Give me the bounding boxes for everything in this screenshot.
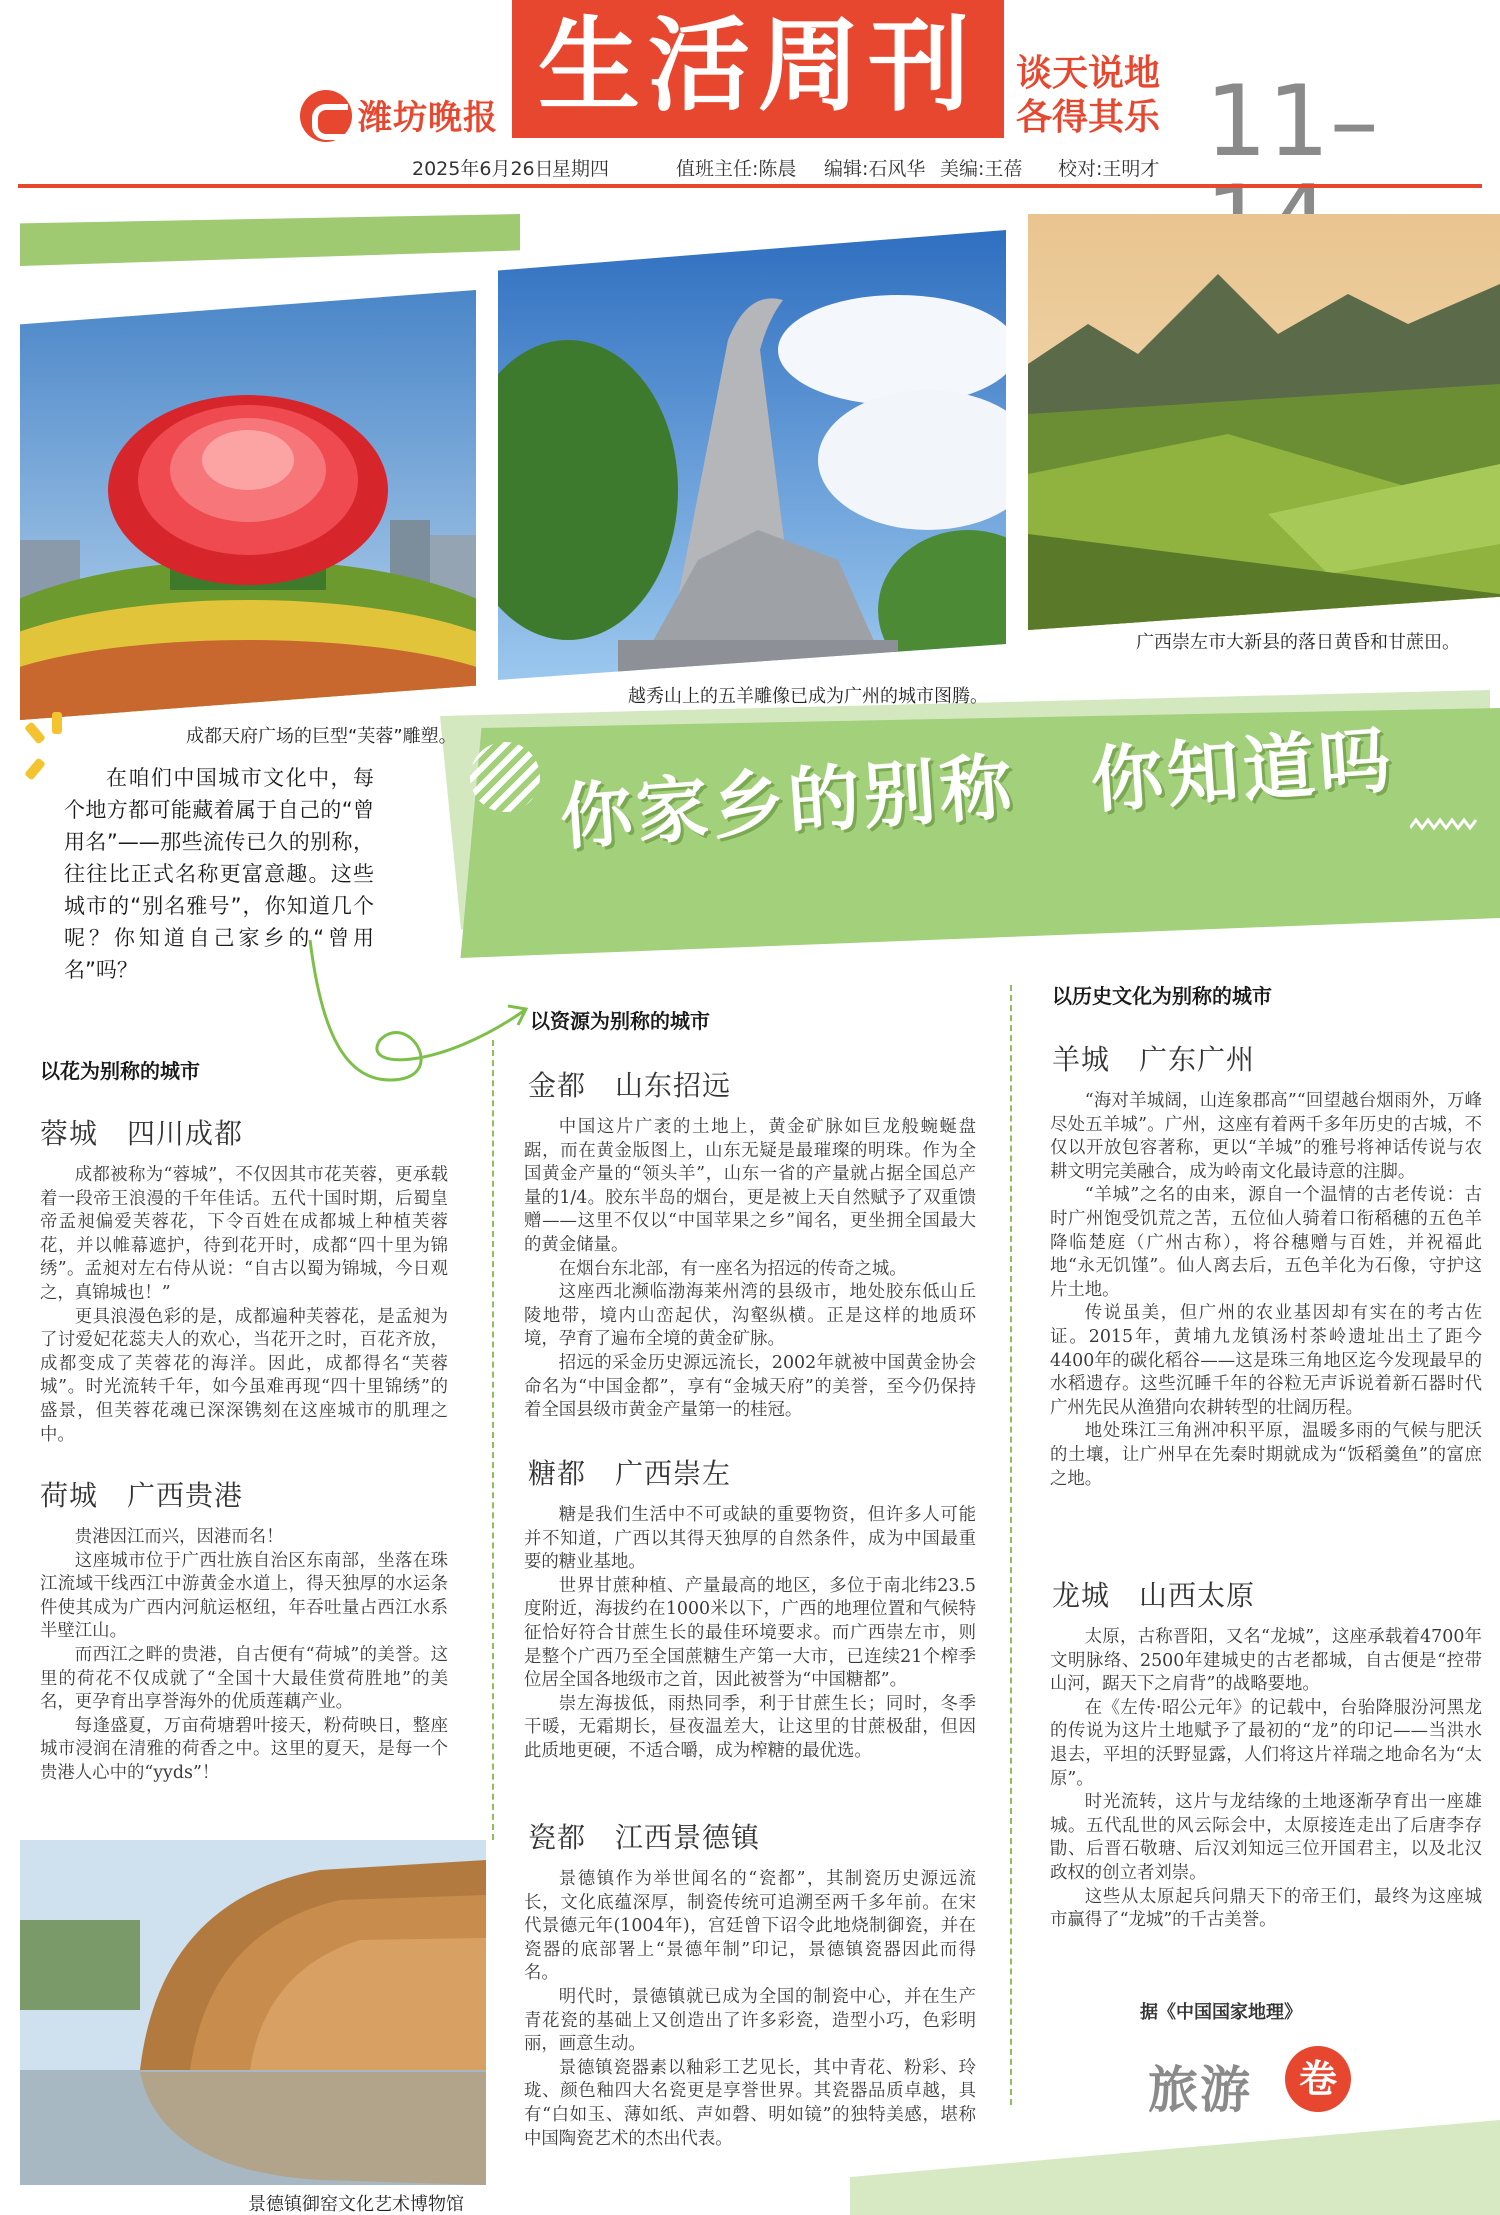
column-divider [1010,985,1012,2105]
slogan-line-2: 各得其乐 [1016,97,1161,138]
issue-weekday: 星期四 [552,158,610,180]
title-rongcheng: 蓉城 四川成都 [40,1117,244,1150]
body-hecheng: 贵港因江而兴，因港而名！ 这座城市位于广西壮族自治区东南部，坐落在珠江流域干线西江中游黄金水道上，得天独厚的水运条件使其成为广西内河航运枢纽，年吞吐量占西江水系半壁江山。 而西江之畔的贵港，自古便有“荷城”的美誉。这里的荷花不仅成就了“全国十大最佳赏荷胜地”的美名，更孕育出享誉海外的优质莲藕产业。 每逢盛夏，万亩荷塘碧叶接天，粉荷映日，整座城市浸润在清雅的荷香之中。这里的夏天，是每一个贵港人心中的“yyds”！ [40,1527,448,1783]
column-badge-text: 旅游 [1148,2061,1252,2119]
slogan [1016,52,1160,140]
title-yangcheng: 羊城 广东广州 [1052,1043,1256,1076]
title-longcheng: 龙城 山西太原 [1052,1579,1256,1612]
green-band-top [20,214,520,266]
photo-jingdezhen-museum [20,1840,486,2185]
section-title: 生活周刊 [538,7,978,126]
newspaper-logo-icon [300,90,352,142]
page-headline: 你家乡的别称 你知道吗 [557,717,1398,860]
section-history-cities: 以历史文化为别称的城市 [1052,984,1272,1008]
source-credit: 据《中国国家地理》 [1140,2002,1302,2023]
slogan-line-1: 谈天说地 [1016,53,1161,94]
body-yangcheng: “海对羊城阔，山连象郡高”“回望越台烟雨外，万峰尽处五羊城”。广州，这座有着两千多年历史的古城，不仅以开放包容著称，更以“羊城”的雅号将神话传说与农耕文明完美融合，成为岭南文化最诗意的注脚。 “羊城”之名的由来，源自一个温情的古老传说：古时广州饱受饥荒之苦，五位仙人骑着口衔稻穗的五色羊降临楚庭（广州古称），将谷穗赠与百姓，并祝福此地“永无饥馑”。仙人离去后，五色羊化为石像，守护这片土地。 传说虽美，但广州的农业基因却有实在的考古佐证。2015年，黄埔九龙镇汤村茶岭遗址出土了距今4400年的碳化稻谷——这是珠三角地区迄今发现最早的水稻遗存。这些沉睡千年的谷粒无声诉说着新石器时代广州先民从渔猎向农耕转型的壮阔历程。 地处珠江三角洲冲积平原，温暖多雨的气候与肥沃的土壤，让广州早在先秦时期就成为“饭稻羹鱼”的富庶之地。 [1050,1091,1482,1489]
yellow-dash-decoration [24,721,46,744]
section-resource-cities: 以资源为别称的城市 [530,1009,710,1033]
body-tangdu: 糖是我们生活中不可或缺的重要物资，但许多人可能并不知道，广西以其得天独厚的自然条件，成为中国最重要的糖业基地。 世界甘蔗种植、产量最高的地区，多位于南北纬23.5度附近，海拔约在1000米以下，广西的地理位置和气候特征恰好符合甘蔗生长的最佳环境要求。而广西崇左市，则是整个广西乃至全国蔗糖生产第一大市，已连续21个榨季位居全国各地级市之首，因此被誉为“中国糖都”。 崇左海拔低，雨热同季，利于甘蔗生长；同时，冬季干暖，无霜期长，昼夜温差大，让这里的甘蔗极甜，但因此质地更硬，不适合嚼，成为榨糖的最优选。 [524,1505,976,1761]
photo-chongzuo-sugarcane [1028,214,1500,630]
issue-date: 2025年6月26日 [412,158,554,180]
photo-guangzhou-five-rams [498,230,1006,680]
proofreader: 校对:王明才 [1058,158,1160,180]
section-flower-cities: 以花为别称的城市 [40,1059,200,1083]
hatch-circle-decoration [470,742,540,812]
caption-chongzuo: 广西崇左市大新县的落日黄昏和甘蔗田。 [1136,632,1460,653]
duty-editor: 值班主任:陈晨 [676,158,797,180]
photo-chengdu-hibiscus [20,290,476,720]
section-title-box [512,0,1004,138]
body-rongcheng: 成都被称为“蓉城”，不仅因其市花芙蓉，更承载着一段帝王浪漫的千年佳话。五代十国时期，后蜀皇帝孟昶偏爱芙蓉花，下令百姓在成都城上种植芙蓉花，并以帷幕遮护，待到花开时，成都“四十里为锦绣”。孟昶对左右侍从说：“自古以蜀为锦城，今日观之，真锦城也！” 更具浪漫色彩的是，成都遍种芙蓉花，是孟昶为了讨爱妃花蕊夫人的欢心，当花开之时，百花齐放，成都变成了芙蓉花的海洋。因此，成都得名“芙蓉城”。时光流转千年，如今虽难再现“四十里锦绣”的盛景，但芙蓉花魂已深深镌刻在这座城市的肌理之中。 [40,1165,448,1445]
curved-arrow-icon [300,930,540,1100]
editor: 编辑:石风华 [824,158,926,180]
masthead-rule [18,184,1482,188]
caption-guangzhou: 越秀山上的五羊雕像已成为广州的城市图腾。 [628,686,988,707]
zigzag-decoration [1410,814,1480,834]
page-number: 11– [1205,65,1379,179]
caption-chengdu: 成都天府广场的巨型“芙蓉”雕塑。 [186,726,457,747]
title-jindu: 金都 山东招远 [528,1069,732,1102]
body-jindu: 中国这片广袤的土地上，黄金矿脉如巨龙般蜿蜒盘踞，而在黄金版图上，山东无疑是最璀璨的明珠。作为全国黄金产量的“领头羊”，山东一省的产量就占据全国总产量的1/4。胶东半岛的烟台，更是被上天自然赋予了双重馈赠——这里不仅以“中国苹果之乡”闻名，更坐拥全国最大的黄金储量。 在烟台东北部，有一座名为招远的传奇之城。 这座西北濒临渤海莱州湾的县级市，地处胶东低山丘陵地带，境内山峦起伏，沟壑纵横。正是这样的地质环境，孕育了遍布全境的黄金矿脉。 招远的采金历史源远流长，2002年就被中国黄金协会命名为“中国金都”，享有“金城天府”的美誉，至今仍保持着全国县级市黄金产量第一的桂冠。 [524,1117,976,1421]
column-badge-seal: 卷 [1285,2046,1351,2112]
title-tangdu: 糖都 广西崇左 [528,1457,732,1490]
art-editor: 美编:王蓓 [940,158,1023,180]
body-longcheng: 太原，古称晋阳，又名“龙城”，这座承载着4700年文明脉络、2500年建城史的古老都城，自古便是“控带山河，踞天下之肩背”的战略要地。 在《左传·昭公元年》的记载中，台骀降服汾河黑龙的传说为这片土地赋予了最初的“龙”的印记——当洪水退去，平坦的沃野显露，人们将这片祥瑞之地命名为“太原”。 时光流转，这片与龙结缘的土地逐渐孕育出一座雄城。五代乱世的风云际会中，太原接连走出了后唐李存勖、后晋石敬瑭、后汉刘知远三位开国君主，以及北汉政权的创立者刘崇。 这些从太原起兵问鼎天下的帝王们，最终为这座城市赢得了“龙城”的千古美誉。 [1050,1627,1482,1931]
newspaper-name: 潍坊晚报 [358,98,498,138]
yellow-dash-decoration [24,757,46,780]
intro-paragraph: 在咱们中国城市文化中，每个地方都可能藏着属于自己的“曾用名”——那些流传已久的别称，往往比正式名称更富意趣。这些城市的“别名雅号”，你知道几个呢？你知道自己家乡的“曾用名”吗？ [64,766,374,982]
column-divider [492,1040,494,1840]
body-cidu: 景德镇作为举世闻名的“瓷都”，其制瓷历史源远流长，文化底蕴深厚，制瓷传统可追溯至两千多年前。在宋代景德元年(1004年)，宫廷曾下诏令此地烧制御瓷，并在瓷器的底部署上“景德年制”印记，景德镇瓷器因此而得名。 明代时，景德镇就已成为全国的制瓷中心，并在生产青花瓷的基础上又创造出了许多彩瓷，造型小巧，色彩明丽，画意生动。 景德镇瓷器素以釉彩工艺见长，其中青花、粉彩、玲珑、颜色釉四大名瓷更是享誉世界。其瓷器品质卓越，具有“白如玉、薄如纸、声如磬、明如镜”的独特美感，堪称中国陶瓷艺术的杰出代表。 [524,1869,976,2149]
yellow-dash-decoration [52,712,62,734]
caption-jingdezhen: 景德镇御窑文化艺术博物馆 [248,2194,464,2215]
title-hecheng: 荷城 广西贵港 [40,1479,244,1512]
title-cidu: 瓷都 江西景德镇 [528,1821,761,1854]
